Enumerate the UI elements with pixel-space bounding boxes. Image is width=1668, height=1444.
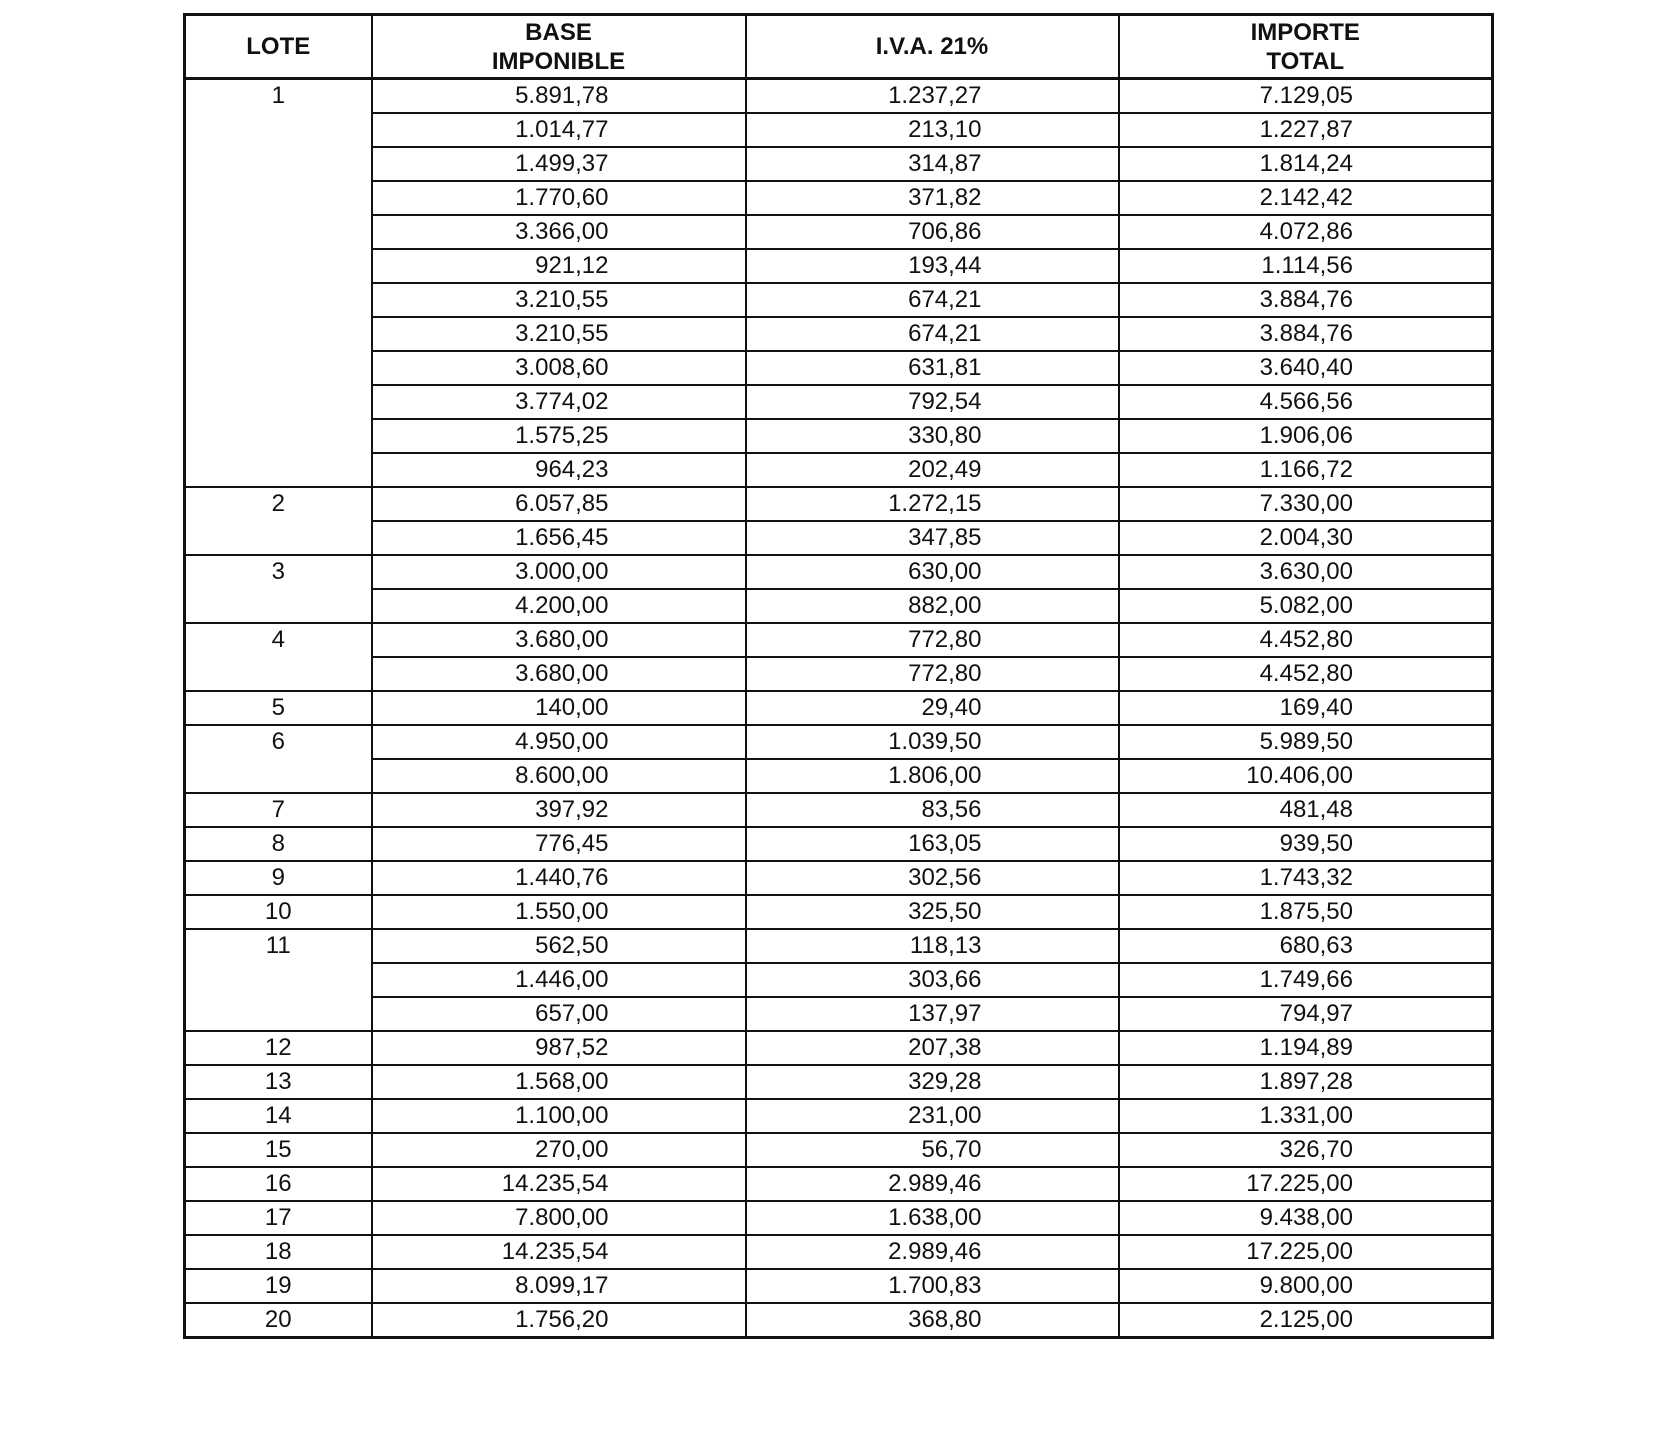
importe-total-cell: 17.225,00 [1119, 1235, 1493, 1269]
iva-cell: 1.806,00 [746, 759, 1119, 793]
table-row [185, 759, 1493, 793]
importe-total-cell: 1.743,32 [1119, 861, 1493, 895]
base-imponible-cell: 3.210,55 [372, 283, 746, 317]
iva-cell: 29,40 [746, 691, 1119, 725]
lote-cell: 9 [185, 861, 372, 895]
importe-total-cell: 794,97 [1119, 997, 1493, 1031]
base-imponible-cell: 14.235,54 [372, 1235, 746, 1269]
iva-cell: 330,80 [746, 419, 1119, 453]
lote-cell: 1 [185, 79, 372, 488]
base-imponible-cell: 987,52 [372, 1031, 746, 1065]
iva-cell: 1.237,27 [746, 79, 1119, 114]
importe-total-cell: 4.072,86 [1119, 215, 1493, 249]
lote-cell: 4 [185, 623, 372, 691]
importe-total-cell: 7.129,05 [1119, 79, 1493, 114]
importe-total-cell: 1.749,66 [1119, 963, 1493, 997]
base-imponible-cell: 1.440,76 [372, 861, 746, 895]
lote-cell: 2 [185, 487, 372, 555]
table-row [185, 1031, 1493, 1065]
importe-total-cell: 169,40 [1119, 691, 1493, 725]
base-imponible-cell: 1.770,60 [372, 181, 746, 215]
importe-total-cell: 5.989,50 [1119, 725, 1493, 759]
iva-cell: 772,80 [746, 623, 1119, 657]
base-imponible-cell: 776,45 [372, 827, 746, 861]
table-header [185, 15, 1493, 79]
lote-cell: 16 [185, 1167, 372, 1201]
iva-cell: 792,54 [746, 385, 1119, 419]
table-row [185, 1133, 1493, 1167]
importe-total-cell: 4.566,56 [1119, 385, 1493, 419]
table-row [185, 487, 1493, 521]
importe-total-cell: 7.330,00 [1119, 487, 1493, 521]
importe-total-cell: 1.897,28 [1119, 1065, 1493, 1099]
importe-total-cell: 5.082,00 [1119, 589, 1493, 623]
base-imponible-cell: 921,12 [372, 249, 746, 283]
importe-total-cell: 1.227,87 [1119, 113, 1493, 147]
importe-total-cell: 680,63 [1119, 929, 1493, 963]
importe-total-cell: 2.125,00 [1119, 1303, 1493, 1338]
iva-cell: 56,70 [746, 1133, 1119, 1167]
header-total-line2: TOTAL [1266, 47, 1345, 75]
table-row [185, 317, 1493, 351]
table-row [185, 725, 1493, 759]
iva-cell: 83,56 [746, 793, 1119, 827]
table-row [185, 657, 1493, 691]
lote-cell: 18 [185, 1235, 372, 1269]
importe-total-cell: 9.800,00 [1119, 1269, 1493, 1303]
table-row [185, 521, 1493, 555]
iva-cell: 202,49 [746, 453, 1119, 487]
lote-cell: 8 [185, 827, 372, 861]
base-imponible-cell: 3.008,60 [372, 351, 746, 385]
base-imponible-cell: 8.099,17 [372, 1269, 746, 1303]
importe-total-cell: 481,48 [1119, 793, 1493, 827]
table-row [185, 827, 1493, 861]
table-row [185, 589, 1493, 623]
importe-total-cell: 4.452,80 [1119, 623, 1493, 657]
importe-total-cell: 1.814,24 [1119, 147, 1493, 181]
importe-total-cell: 1.114,56 [1119, 249, 1493, 283]
importe-total-cell: 1.194,89 [1119, 1031, 1493, 1065]
base-imponible-cell: 562,50 [372, 929, 746, 963]
importe-total-cell: 1.331,00 [1119, 1099, 1493, 1133]
importe-total-cell: 326,70 [1119, 1133, 1493, 1167]
lote-cell: 14 [185, 1099, 372, 1133]
header-base-imponible [372, 15, 746, 79]
lote-cell: 17 [185, 1201, 372, 1235]
header-row [185, 15, 1493, 79]
lote-cell: 10 [185, 895, 372, 929]
table-row [185, 419, 1493, 453]
table-row [185, 555, 1493, 589]
iva-cell: 163,05 [746, 827, 1119, 861]
table-row [185, 997, 1493, 1031]
base-imponible-cell: 397,92 [372, 793, 746, 827]
base-imponible-cell: 5.891,78 [372, 79, 746, 114]
iva-cell: 371,82 [746, 181, 1119, 215]
table-row [185, 1167, 1493, 1201]
iva-cell: 329,28 [746, 1065, 1119, 1099]
iva-cell: 137,97 [746, 997, 1119, 1031]
table-body [185, 79, 1493, 1338]
header-lote-label: LOTE [246, 33, 311, 60]
table-row [185, 351, 1493, 385]
table-row [185, 623, 1493, 657]
base-imponible-cell: 3.210,55 [372, 317, 746, 351]
iva-cell: 207,38 [746, 1031, 1119, 1065]
lote-cell: 11 [185, 929, 372, 1031]
table-row [185, 113, 1493, 147]
header-lote [185, 15, 372, 79]
table-row [185, 453, 1493, 487]
importe-total-cell: 1.906,06 [1119, 419, 1493, 453]
importe-total-cell: 3.884,76 [1119, 283, 1493, 317]
table-row [185, 861, 1493, 895]
base-imponible-cell: 1.100,00 [372, 1099, 746, 1133]
importe-total-cell: 4.452,80 [1119, 657, 1493, 691]
table-row [185, 249, 1493, 283]
importe-total-cell: 17.225,00 [1119, 1167, 1493, 1201]
lote-cell: 13 [185, 1065, 372, 1099]
base-imponible-cell: 14.235,54 [372, 1167, 746, 1201]
base-imponible-cell: 3.680,00 [372, 657, 746, 691]
iva-cell: 706,86 [746, 215, 1119, 249]
lote-cell: 20 [185, 1303, 372, 1338]
iva-cell: 347,85 [746, 521, 1119, 555]
table-row [185, 963, 1493, 997]
iva-cell: 368,80 [746, 1303, 1119, 1338]
header-base-line2: IMPONIBLE [491, 47, 626, 75]
lote-cell: 6 [185, 725, 372, 793]
base-imponible-cell: 8.600,00 [372, 759, 746, 793]
base-imponible-cell: 3.774,02 [372, 385, 746, 419]
base-imponible-cell: 270,00 [372, 1133, 746, 1167]
base-imponible-cell: 964,23 [372, 453, 746, 487]
iva-cell: 2.989,46 [746, 1167, 1119, 1201]
iva-cell: 772,80 [746, 657, 1119, 691]
table-row [185, 929, 1493, 963]
table-row [185, 1303, 1493, 1338]
lote-cell: 19 [185, 1269, 372, 1303]
importe-total-cell: 2.004,30 [1119, 521, 1493, 555]
iva-cell: 1.039,50 [746, 725, 1119, 759]
table-row [185, 1269, 1493, 1303]
iva-cell: 231,00 [746, 1099, 1119, 1133]
base-imponible-cell: 657,00 [372, 997, 746, 1031]
table-row [185, 1201, 1493, 1235]
base-imponible-cell: 1.499,37 [372, 147, 746, 181]
importe-total-cell: 10.406,00 [1119, 759, 1493, 793]
base-imponible-cell: 4.200,00 [372, 589, 746, 623]
header-importe-total [1119, 15, 1493, 79]
header-iva-label: I.V.A. 21% [875, 33, 989, 60]
base-imponible-cell: 1.656,45 [372, 521, 746, 555]
iva-cell: 314,87 [746, 147, 1119, 181]
importe-total-cell: 1.875,50 [1119, 895, 1493, 929]
iva-cell: 674,21 [746, 317, 1119, 351]
iva-cell: 303,66 [746, 963, 1119, 997]
iva-cell: 302,56 [746, 861, 1119, 895]
lote-cell: 7 [185, 793, 372, 827]
lote-cell: 5 [185, 691, 372, 725]
header-iva [746, 15, 1119, 79]
iva-cell: 118,13 [746, 929, 1119, 963]
table-row [185, 691, 1493, 725]
importe-total-cell: 2.142,42 [1119, 181, 1493, 215]
table-row [185, 181, 1493, 215]
table-row [185, 793, 1493, 827]
importe-total-cell: 3.640,40 [1119, 351, 1493, 385]
base-imponible-cell: 1.756,20 [372, 1303, 746, 1338]
base-imponible-cell: 1.568,00 [372, 1065, 746, 1099]
table-row [185, 283, 1493, 317]
iva-cell: 213,10 [746, 113, 1119, 147]
iva-cell: 631,81 [746, 351, 1119, 385]
importe-total-cell: 3.630,00 [1119, 555, 1493, 589]
base-imponible-cell: 1.550,00 [372, 895, 746, 929]
base-imponible-cell: 140,00 [372, 691, 746, 725]
base-imponible-cell: 1.575,25 [372, 419, 746, 453]
base-imponible-cell: 3.680,00 [372, 623, 746, 657]
base-imponible-cell: 1.446,00 [372, 963, 746, 997]
lotes-table [183, 13, 1494, 1339]
header-base-line1: BASE [525, 18, 592, 46]
header-total-line1: IMPORTE [1250, 18, 1360, 46]
iva-cell: 193,44 [746, 249, 1119, 283]
table-row [185, 79, 1493, 114]
iva-cell: 630,00 [746, 555, 1119, 589]
iva-cell: 674,21 [746, 283, 1119, 317]
table-row [185, 1099, 1493, 1133]
table-row [185, 1235, 1493, 1269]
lote-cell: 15 [185, 1133, 372, 1167]
base-imponible-cell: 4.950,00 [372, 725, 746, 759]
iva-cell: 2.989,46 [746, 1235, 1119, 1269]
importe-total-cell: 939,50 [1119, 827, 1493, 861]
table-row [185, 147, 1493, 181]
lote-cell: 12 [185, 1031, 372, 1065]
iva-cell: 1.638,00 [746, 1201, 1119, 1235]
base-imponible-cell: 6.057,85 [372, 487, 746, 521]
importe-total-cell: 9.438,00 [1119, 1201, 1493, 1235]
table-row [185, 895, 1493, 929]
base-imponible-cell: 7.800,00 [372, 1201, 746, 1235]
importe-total-cell: 3.884,76 [1119, 317, 1493, 351]
base-imponible-cell: 3.366,00 [372, 215, 746, 249]
importe-total-cell: 1.166,72 [1119, 453, 1493, 487]
iva-cell: 1.700,83 [746, 1269, 1119, 1303]
base-imponible-cell: 3.000,00 [372, 555, 746, 589]
table-row [185, 385, 1493, 419]
table-row [185, 1065, 1493, 1099]
iva-cell: 882,00 [746, 589, 1119, 623]
iva-cell: 325,50 [746, 895, 1119, 929]
lote-cell: 3 [185, 555, 372, 623]
table-row [185, 215, 1493, 249]
base-imponible-cell: 1.014,77 [372, 113, 746, 147]
iva-cell: 1.272,15 [746, 487, 1119, 521]
